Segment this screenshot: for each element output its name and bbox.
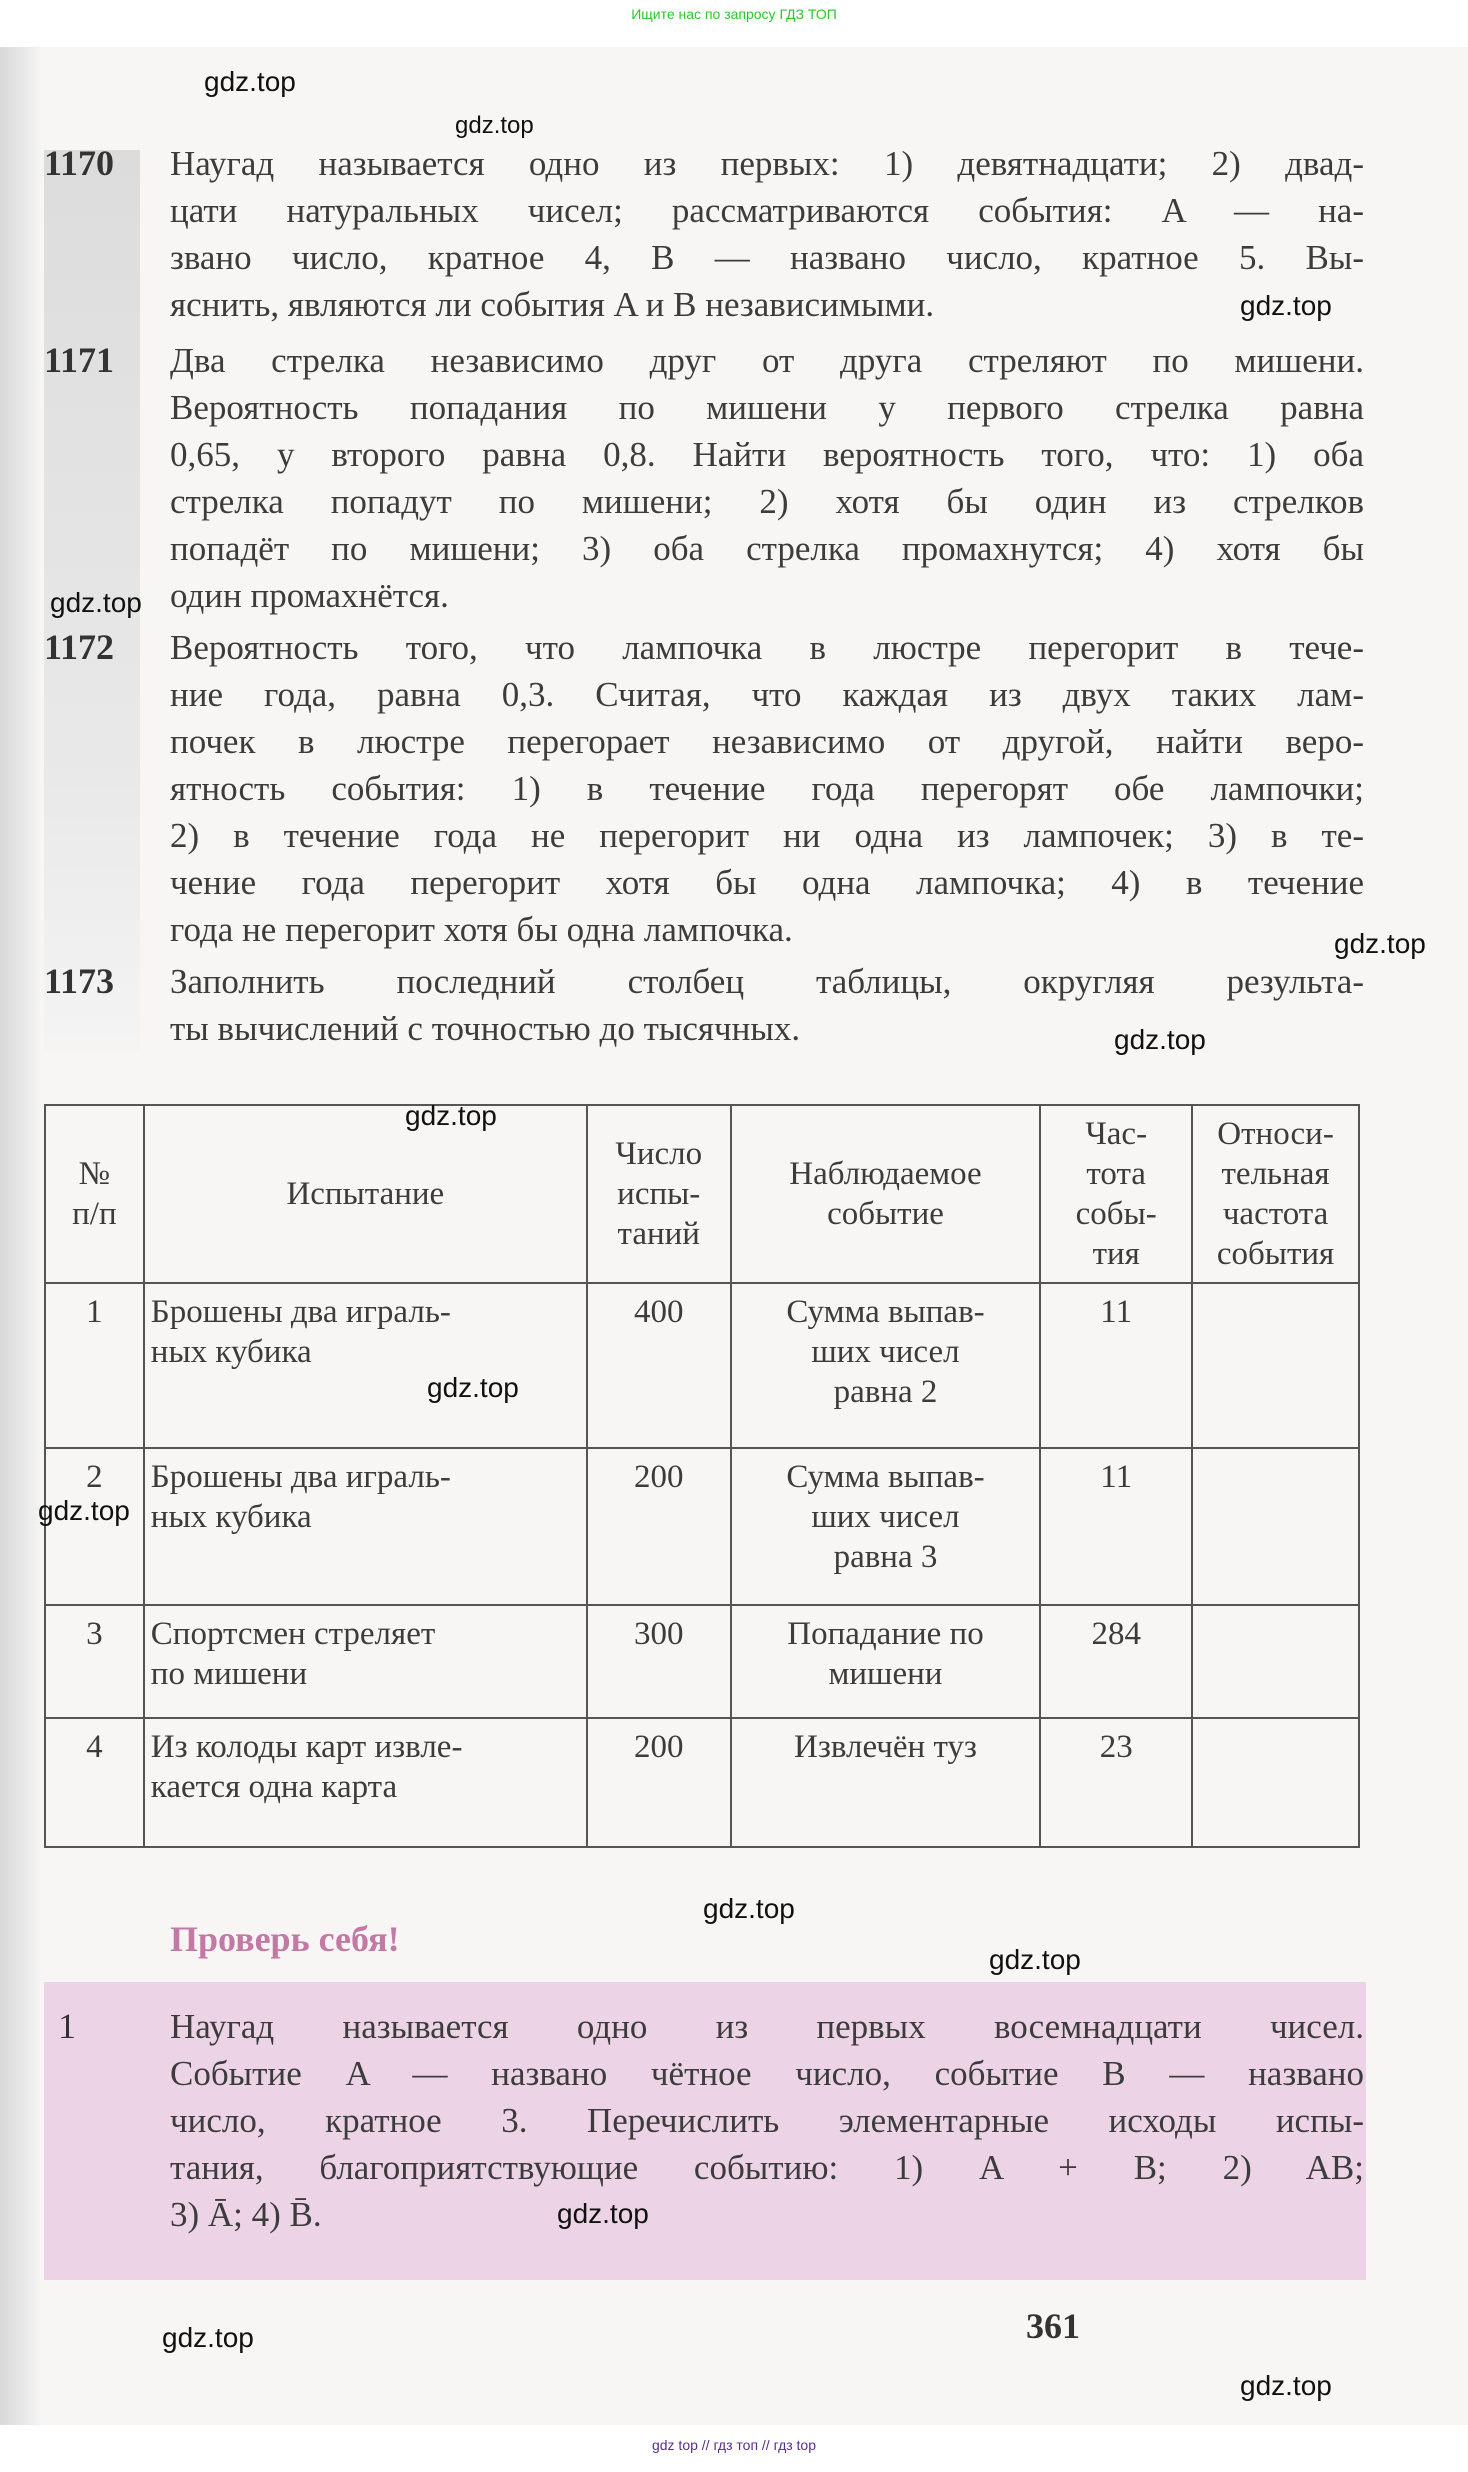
page-number: 361 — [1026, 2306, 1080, 2346]
table-row — [45, 1283, 1359, 1448]
problem-1170 — [44, 140, 1364, 328]
text-line: 3) Ā; 4) B̄. — [170, 2195, 322, 2234]
cell-frequency: 11 — [1040, 1448, 1192, 1605]
watermark: gdz.top — [557, 2198, 649, 2229]
problem-number: 1173 — [44, 961, 115, 1001]
text-line: чение года перегорит хотя бы одна лампочка; 4) в течение — [170, 863, 1364, 902]
text-line: Событие A — названо чётное число, событие B — названо — [170, 2054, 1364, 2093]
top-banner[interactable]: Ищите нас по запросу ГДЗ ТОП — [631, 6, 837, 22]
text-line: ты вычислений с точностью до тысячных. — [170, 1009, 801, 1048]
text-line: Заполнить последний столбец таблицы, округляя результа- — [170, 962, 1364, 1001]
text-line: Вероятность попадания по мишени у первого стрелка равна — [170, 388, 1364, 427]
header-number: № п/п — [45, 1105, 144, 1283]
text-line: Наугад называется одно из первых: 1) девятнадцати; 2) двад- — [170, 144, 1364, 183]
text-line: звано число, кратное 4, B — названо число, кратное 5. Вы- — [170, 238, 1364, 277]
text-line: стрелка попадут по мишени; 2) хотя бы один из стрелков — [170, 482, 1364, 521]
table-row — [45, 1718, 1359, 1847]
check-yourself-problem-1 — [44, 2003, 1364, 2238]
text-line: цати натуральных чисел; рассматриваются события: A — на- — [170, 191, 1364, 230]
text-line: ятность события: 1) в течение года перегорят обе лампочки; — [170, 769, 1364, 808]
table-header-row — [45, 1105, 1359, 1283]
problem-number: 1170 — [44, 143, 115, 183]
cell-trial: Спортсмен стреляет по мишени — [144, 1605, 587, 1718]
watermark: gdz.top — [38, 1495, 130, 1526]
table-row — [45, 1605, 1359, 1718]
text-line: Два стрелка независимо друг от друга стреляют по мишени. — [170, 341, 1364, 380]
cell-frequency: 23 — [1040, 1718, 1192, 1847]
watermark: gdz.top — [204, 66, 296, 97]
cell-trial: Брошены два играль- ных кубика — [144, 1448, 587, 1605]
frequency-table — [44, 1104, 1360, 1848]
header-trial-count: Число испы- таний — [587, 1105, 731, 1283]
text-line: почек в люстре перегорает независимо от другой, найти веро- — [170, 722, 1364, 761]
watermark: gdz.top — [703, 1893, 795, 1924]
watermark: gdz.top — [50, 587, 142, 618]
watermark: gdz.top — [427, 1372, 519, 1403]
page-spine-shadow — [0, 47, 40, 2425]
problem-number: 1171 — [44, 340, 115, 380]
cell-relative-frequency[interactable] — [1192, 1448, 1359, 1605]
watermark: gdz.top — [1240, 2370, 1332, 2401]
cell-event: Извлечён туз — [731, 1718, 1041, 1847]
text-line: Наугад называется одно из первых восемнадцати чисел. — [170, 2007, 1364, 2046]
problem-1171 — [44, 337, 1364, 619]
cell-frequency: 11 — [1040, 1283, 1192, 1448]
text-line: ние года, равна 0,3. Считая, что каждая из двух таких лам- — [170, 675, 1364, 714]
watermark: gdz.top — [405, 1100, 497, 1131]
watermark: gdz.top — [162, 2322, 254, 2353]
header-relative-frequency: Относи- тельная частота события — [1192, 1105, 1359, 1283]
cell-trial-count: 400 — [587, 1283, 731, 1448]
watermark: gdz.top — [989, 1944, 1081, 1975]
cell-number: 4 — [45, 1718, 144, 1847]
cell-trial: Брошены два играль- ных кубика — [144, 1283, 587, 1448]
cell-frequency: 284 — [1040, 1605, 1192, 1718]
problem-1172 — [44, 624, 1364, 953]
check-yourself-heading: Проверь себя! — [170, 1919, 400, 1959]
cell-trial-count: 200 — [587, 1718, 731, 1847]
text-line: яснить, являются ли события A и B независимыми. — [170, 285, 935, 324]
text-line: один промахнётся. — [170, 576, 449, 615]
cell-relative-frequency[interactable] — [1192, 1605, 1359, 1718]
cell-trial: Из колоды карт извле- кается одна карта — [144, 1718, 587, 1847]
text-line: Вероятность того, что лампочка в люстре перегорит в тече- — [170, 628, 1364, 667]
cell-event: Попадание по мишени — [731, 1605, 1041, 1718]
text-line: тания, благоприятствующие событию: 1) A + B; 2) AB; — [170, 2148, 1364, 2187]
footer-links[interactable]: gdz top // гдз топ // гдз top — [651, 2437, 817, 2453]
cell-number: 1 — [45, 1283, 144, 1448]
header-frequency: Час- тота собы- тия — [1040, 1105, 1192, 1283]
cell-number: 2 — [45, 1448, 144, 1605]
text-line: попадёт по мишени; 3) оба стрелка промахнутся; 4) хотя бы — [170, 529, 1364, 568]
cell-trial-count: 200 — [587, 1448, 731, 1605]
text-line: 0,65, у второго равна 0,8. Найти вероятность того, что: 1) оба — [170, 435, 1364, 474]
cell-event: Сумма выпав- ших чисел равна 3 — [731, 1448, 1041, 1605]
watermark: gdz.top — [1334, 928, 1426, 959]
header-trial: Испытание — [144, 1105, 587, 1283]
cell-event: Сумма выпав- ших чисел равна 2 — [731, 1283, 1041, 1448]
problem-number: 1172 — [44, 627, 115, 667]
text-line: года не перегорит хотя бы одна лампочка. — [170, 910, 793, 949]
cell-number: 3 — [45, 1605, 144, 1718]
cell-trial-count: 300 — [587, 1605, 731, 1718]
watermark: gdz.top — [455, 112, 534, 139]
text-line: 2) в течение года не перегорит ни одна из лампочек; 3) в те- — [170, 816, 1364, 855]
cell-relative-frequency[interactable] — [1192, 1283, 1359, 1448]
header-event: Наблюдаемое событие — [731, 1105, 1041, 1283]
cell-relative-frequency[interactable] — [1192, 1718, 1359, 1847]
table-row — [45, 1448, 1359, 1605]
watermark: gdz.top — [1240, 290, 1332, 321]
watermark: gdz.top — [1114, 1024, 1206, 1055]
text-line: число, кратное 3. Перечислить элементарные исходы испы- — [170, 2101, 1364, 2140]
problem-number: 1 — [58, 2006, 76, 2046]
